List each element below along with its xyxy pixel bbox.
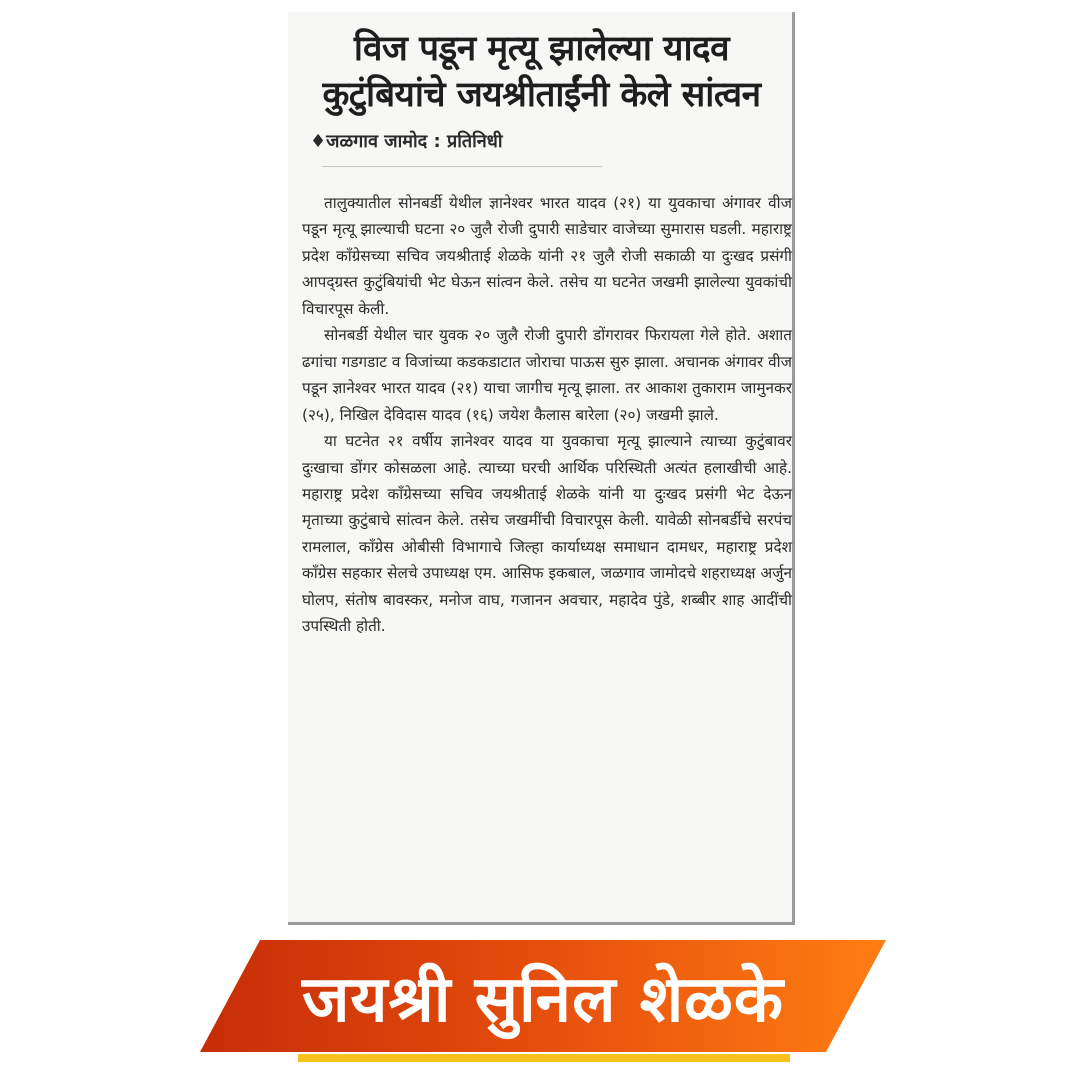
- headline-line-2: कुटुंबियांचे जयश्रीताईंनी केले सांत्वन: [322, 75, 761, 115]
- dateline-divider: [322, 166, 602, 167]
- article-paragraph-2: सोनबर्डी येथील चार युवक २० जुलै रोजी दुपारी डोंगरावर फिरायला गेले होते. अशात ढगांचा गडगडाट व विजांच्या कडकडाटात जोराचा पाऊस सुरु झाला. अचानक अंगावर वीज पडून ज्ञानेश्वर भारत यादव (२१) याचा जागीच मृत्यू झाला. तर आकाश तुकाराम जामुनकर (२५), निखिल देविदास यादव (१६) जयेश कैलास बारेला (२०) जखमी झाले.: [302, 326, 792, 424]
- article-paragraph-3: या घटनेत २१ वर्षीय ज्ञानेश्वर यादव या युवकाचा मृत्यू झाल्याने त्याच्या कुटुंबावर दुःखाचा डोंगर कोसळला आहे. त्याच्या घरची आर्थिक परिस्थिती अत्यंत हलाखीची आहे. महाराष्ट्र प्रदेश काँग्रेसच्या सचिव जयश्रीताई शेळके यांनी या दुःखद प्रसंगी भेट देऊन मृताच्या कुटुंबाचे सांत्वन केले. तसेच जखमींची विचारपूस केली. यावेळी सोनबर्डीचे सरपंच रामलाल, काँग्रेस ओबीसी विभागाचे जिल्हा कार्याध्यक्ष समाधान दामधर, महाराष्ट्र प्रदेश काँग्रेस सहकार सेलचे उपाध्यक्ष एम. आसिफ इकबाल, जळगाव जामोदचे शहराध्यक्ष अर्जुन घोलप, संतोष बावस्कर, मनोज वाघ, गजानन अवचार, महादेव पुंडे, शब्बीर शाह आदींची उपस्थिती होती.: [302, 432, 792, 636]
- headline-line-1: विज पडून मृत्यू झालेल्या यादव: [353, 29, 730, 69]
- article-headline: [288, 26, 795, 118]
- article-dateline: ♦जळगाव जामोद : प्रतिनिधी: [310, 131, 503, 152]
- banner-underline: [298, 1054, 790, 1062]
- banner-name-text: जयश्री सुनिल शेळके: [301, 962, 785, 1037]
- newspaper-clipping: [288, 12, 795, 925]
- article-paragraph-1: तालुक्यातील सोनबर्डी येथील ज्ञानेश्वर भारत यादव (२१) या युवकाचा अंगावर वीज पडून मृत्यू झाल्याची घटना २० जुलै रोजी दुपारी साडेचार वाजेच्या सुमारास घडली. महाराष्ट्र प्रदेश काँग्रेसच्या सचिव जयश्रीताई शेळके यांनी २१ जुलै रोजी सकाळी या दुःखद प्रसंगी आपद्ग्रस्त कुटुंबियांची भेट घेऊन सांत्वन केले. तसेच या घटनेत जखमी झालेल्या युवकांची विचारपूस केली.: [302, 194, 792, 318]
- article-body: [302, 190, 792, 640]
